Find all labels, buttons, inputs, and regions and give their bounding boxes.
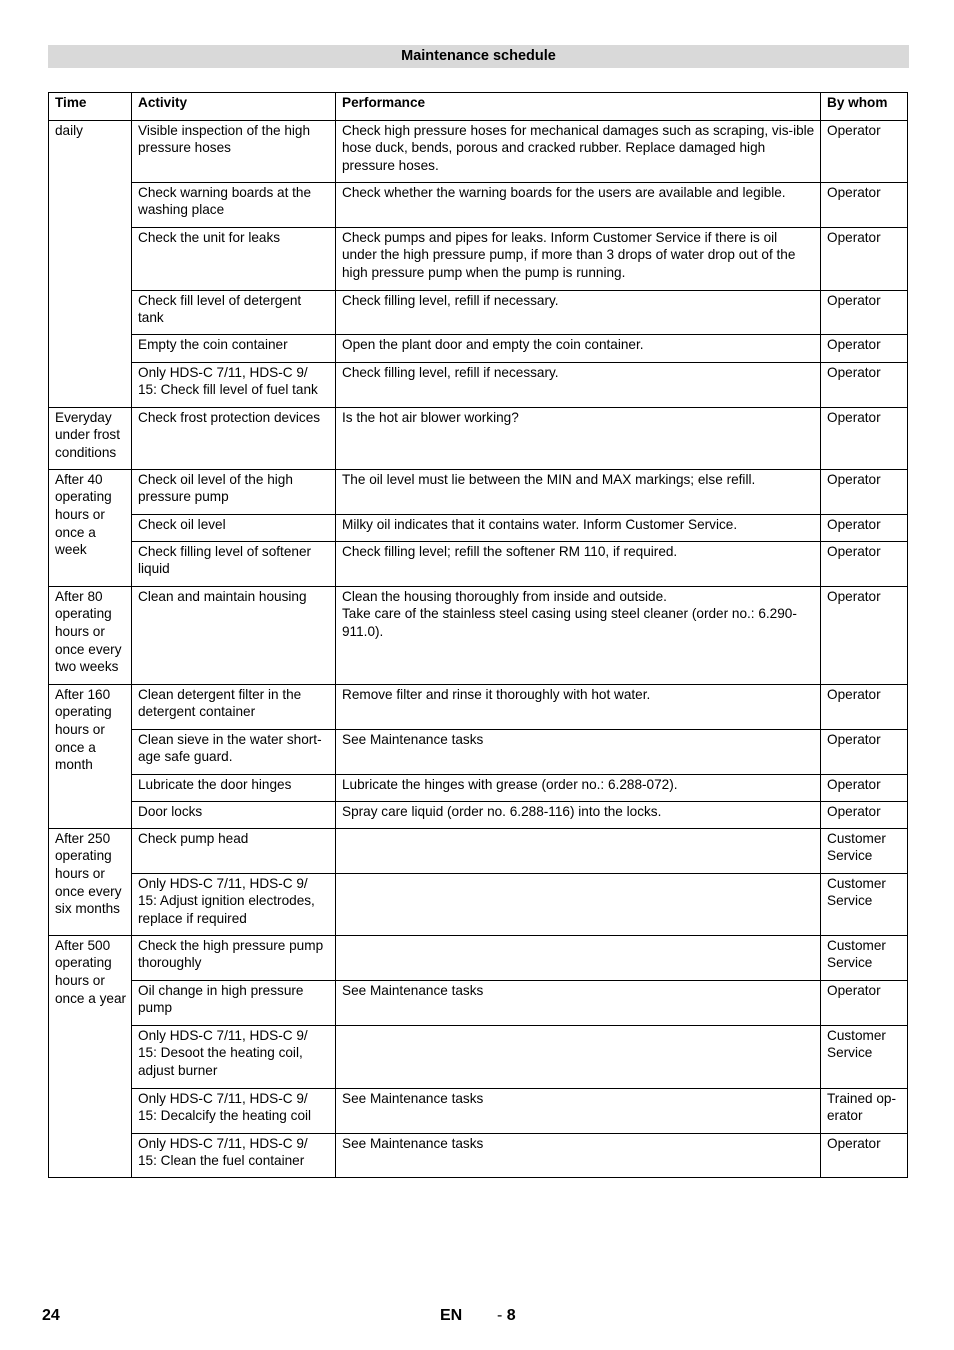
activity-cell: Check frost protection devices — [132, 407, 336, 469]
performance-cell: Milky oil indicates that it contains water. Inform Customer Service. — [336, 514, 821, 541]
by-whom-cell: Operator — [821, 801, 908, 828]
sub-page-prefix: - — [497, 1307, 503, 1324]
table-row — [49, 1133, 908, 1177]
activity-cell: Check pump head — [132, 828, 336, 873]
by-whom-cell: Customer Service — [821, 828, 908, 873]
time-cell: After 160 operating hours or once a month — [49, 684, 132, 828]
performance-cell — [336, 935, 821, 980]
performance-cell: Clean the housing thoroughly from inside and outside. Take care of the stainless steel casing using steel cleaner (order no.: 6.290-911.0). — [336, 586, 821, 684]
activity-cell: Oil change in high pressure pump — [132, 980, 336, 1025]
time-cell: daily — [49, 120, 132, 407]
activity-cell: Clean detergent filter in the detergent container — [132, 684, 336, 729]
by-whom-cell: Operator — [821, 729, 908, 774]
performance-cell: Check filling level, refill if necessary. — [336, 290, 821, 334]
activity-cell: Lubricate the door hinges — [132, 774, 336, 801]
table-row — [49, 469, 908, 514]
activity-cell: Only HDS-C 7/11, HDS-C 9/ 15: Check fill level of fuel tank — [132, 362, 336, 407]
sub-page-value: 8 — [506, 1307, 516, 1324]
activity-cell: Check oil level of the high pressure pump — [132, 469, 336, 514]
by-whom-cell: Operator — [821, 469, 908, 514]
time-cell: After 500 operating hours or once a year — [49, 935, 132, 1177]
activity-cell: Only HDS-C 7/11, HDS-C 9/ 15: Adjust ignition electrodes, replace if required — [132, 873, 336, 935]
performance-cell: Check pumps and pipes for leaks. Inform Customer Service if there is oil under the high pressure pump, if more than 3 drops of water drop out of the high pressure pump when the pump is running. — [336, 227, 821, 290]
performance-cell: Check whether the warning boards for the users are available and legible. — [336, 182, 821, 227]
performance-cell — [336, 828, 821, 873]
time-cell: After 250 operating hours or once every six months — [49, 828, 132, 935]
table-row — [49, 980, 908, 1025]
table-row — [49, 1088, 908, 1133]
section-title: Maintenance schedule — [48, 45, 909, 68]
table-row — [49, 729, 908, 774]
page-number: 24 — [42, 1307, 60, 1324]
performance-cell: Lubricate the hinges with grease (order no.: 6.288-072). — [336, 774, 821, 801]
performance-cell: See Maintenance tasks — [336, 1088, 821, 1133]
table-row — [49, 407, 908, 469]
by-whom-cell: Operator — [821, 1133, 908, 1177]
activity-cell: Check fill level of detergent tank — [132, 290, 336, 334]
table-row — [49, 120, 908, 182]
maintenance-schedule-table — [48, 92, 908, 1178]
performance-cell: The oil level must lie between the MIN and MAX markings; else refill. — [336, 469, 821, 514]
header-activity: Activity — [132, 93, 336, 121]
table-row — [49, 514, 908, 541]
by-whom-cell: Operator — [821, 182, 908, 227]
by-whom-cell: Operator — [821, 514, 908, 541]
activity-cell: Check filling level of softener liquid — [132, 541, 336, 586]
activity-cell: Visible inspection of the high pressure hoses — [132, 120, 336, 182]
by-whom-cell: Trained op-erator — [821, 1088, 908, 1133]
table-row — [49, 541, 908, 586]
by-whom-cell: Operator — [821, 541, 908, 586]
activity-cell: Check the high pressure pump thoroughly — [132, 935, 336, 980]
activity-cell: Clean sieve in the water short-age safe guard. — [132, 729, 336, 774]
table-row — [49, 873, 908, 935]
by-whom-cell: Operator — [821, 334, 908, 362]
by-whom-cell: Operator — [821, 120, 908, 182]
activity-cell: Door locks — [132, 801, 336, 828]
time-cell: Everyday under frost conditions — [49, 407, 132, 469]
table-row — [49, 182, 908, 227]
performance-cell: Check filling level; refill the softener RM 110, if required. — [336, 541, 821, 586]
performance-cell: See Maintenance tasks — [336, 1133, 821, 1177]
table-row — [49, 227, 908, 290]
performance-cell: Check filling level, refill if necessary. — [336, 362, 821, 407]
table-row — [49, 684, 908, 729]
table-row — [49, 362, 908, 407]
performance-cell: Spray care liquid (order no. 6.288-116) into the locks. — [336, 801, 821, 828]
performance-cell — [336, 1025, 821, 1088]
performance-cell: Check high pressure hoses for mechanical damages such as scraping, vis-ible hose duck, bends, porous and cracked rubber. Replace damaged high pressure hoses. — [336, 120, 821, 182]
by-whom-cell: Operator — [821, 586, 908, 684]
by-whom-cell: Operator — [821, 290, 908, 334]
table-row — [49, 935, 908, 980]
table-row — [49, 290, 908, 334]
by-whom-cell: Customer Service — [821, 935, 908, 980]
table-row — [49, 801, 908, 828]
activity-cell: Empty the coin container — [132, 334, 336, 362]
by-whom-cell: Operator — [821, 227, 908, 290]
by-whom-cell: Customer Service — [821, 873, 908, 935]
by-whom-cell: Operator — [821, 407, 908, 469]
activity-cell: Only HDS-C 7/11, HDS-C 9/ 15: Decalcify the heating coil — [132, 1088, 336, 1133]
table-row — [49, 828, 908, 873]
activity-cell: Only HDS-C 7/11, HDS-C 9/ 15: Desoot the heating coil, adjust burner — [132, 1025, 336, 1088]
performance-cell: Is the hot air blower working? — [336, 407, 821, 469]
table-row — [49, 586, 908, 684]
time-cell: After 80 operating hours or once every two weeks — [49, 586, 132, 684]
table-row — [49, 334, 908, 362]
activity-cell: Only HDS-C 7/11, HDS-C 9/ 15: Clean the fuel container — [132, 1133, 336, 1177]
by-whom-cell: Operator — [821, 774, 908, 801]
activity-cell: Check warning boards at the washing place — [132, 182, 336, 227]
header-time: Time — [49, 93, 132, 121]
performance-cell: Open the plant door and empty the coin container. — [336, 334, 821, 362]
language-code: EN — [440, 1307, 463, 1324]
by-whom-cell: Operator — [821, 684, 908, 729]
header-performance: Performance — [336, 93, 821, 121]
performance-cell: Remove filter and rinse it thoroughly with hot water. — [336, 684, 821, 729]
by-whom-cell: Operator — [821, 362, 908, 407]
table-row — [49, 774, 908, 801]
activity-cell: Check oil level — [132, 514, 336, 541]
sub-page-number — [497, 1307, 516, 1325]
table-header — [49, 93, 908, 121]
performance-cell — [336, 873, 821, 935]
time-cell: After 40 operating hours or once a week — [49, 469, 132, 586]
performance-cell: See Maintenance tasks — [336, 729, 821, 774]
table-body — [49, 120, 908, 1177]
by-whom-cell: Customer Service — [821, 1025, 908, 1088]
performance-cell: See Maintenance tasks — [336, 980, 821, 1025]
activity-cell: Check the unit for leaks — [132, 227, 336, 290]
header-by-whom: By whom — [821, 93, 908, 121]
activity-cell: Clean and maintain housing — [132, 586, 336, 684]
table-row — [49, 1025, 908, 1088]
by-whom-cell: Operator — [821, 980, 908, 1025]
